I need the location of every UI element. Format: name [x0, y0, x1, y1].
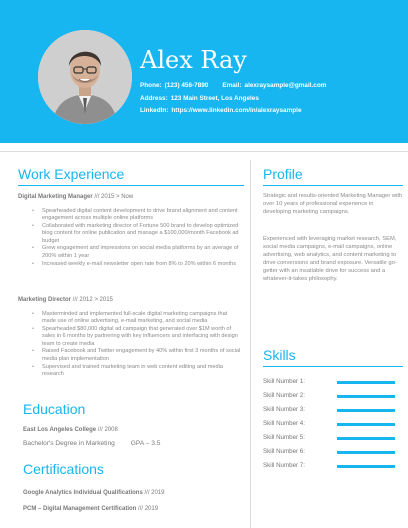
phone-label: Phone: — [140, 82, 162, 89]
skills-underline — [263, 366, 403, 367]
job-2-role: Marketing Director — [18, 297, 72, 303]
address-label: Address: — [140, 95, 168, 102]
certification-1-dates: /// 2019 — [142, 490, 165, 496]
certification-2-dates: /// 2019 — [136, 506, 159, 512]
certification-1-name: Google Analytics Individual Qualifications — [23, 490, 143, 496]
skill-row — [263, 406, 403, 416]
skill-label: Skill Number 1: — [263, 378, 305, 385]
skill-row — [263, 434, 403, 444]
skills-heading: Skills — [263, 347, 296, 363]
skill-level-bar — [337, 381, 395, 384]
profile-photo — [38, 30, 132, 124]
school-dates: /// 2008 — [96, 427, 118, 433]
job-1-dates: /// 2015 > Now — [92, 194, 134, 200]
email-label: Email: — [222, 82, 242, 89]
education-heading: Education — [23, 401, 86, 417]
list-item: • Raised Facebook and Twitter engagement by 40% within first 3 months of social media plan implementation — [32, 348, 242, 363]
skill-row — [263, 378, 403, 388]
job-1-bullets — [32, 208, 242, 268]
work-experience-underline — [18, 185, 244, 186]
list-item: • Spearheaded $80,000 digital ad campaign that generated over $1M worth of sales in 6 months by partnering with key influencers and interfacing with design team to create media — [32, 326, 242, 348]
job-title-2 — [18, 297, 113, 303]
phone-value: (123) 456-7890 — [164, 82, 209, 89]
certifications-heading: Certifications — [23, 461, 104, 477]
skill-level-bar — [337, 437, 395, 440]
contact-line-address — [140, 95, 259, 102]
top-divider — [0, 151, 408, 152]
avatar-illustration — [38, 30, 132, 124]
profile-heading: Profile — [263, 166, 303, 182]
certification-2-name: PCM – Digital Management Certification — [23, 506, 137, 512]
certification-1 — [23, 490, 165, 496]
skill-label: Skill Number 4: — [263, 420, 305, 427]
list-item: • Supervised and trained marketing team in web content editing and media research — [32, 364, 242, 379]
skill-label: Skill Number 3: — [263, 406, 305, 413]
degree: Bachelor's Degree in Marketing — [23, 440, 115, 447]
gpa: GPA – 3.5 — [130, 440, 161, 447]
job-1-role: Digital Marketing Manager — [18, 194, 93, 200]
email-value[interactable]: alexraysample@gmail.com — [244, 82, 327, 89]
skill-label: Skill Number 2: — [263, 392, 305, 399]
profile-underline — [263, 185, 403, 186]
job-2-dates: /// 2012 > 2015 — [71, 297, 113, 303]
skill-level-bar — [337, 465, 395, 468]
candidate-name: Alex Ray — [140, 46, 247, 74]
skill-level-bar — [337, 409, 395, 412]
education-school-line — [23, 427, 118, 433]
certification-2 — [23, 506, 158, 512]
list-item: • Masterminded and implemented full-scale digital marketing campaigns that made use of online advertising, e-mail marketing, and social media — [32, 311, 242, 326]
list-item: • Grew engagement and impressions on social media platforms by an average of 200% within 1 year — [32, 245, 242, 260]
education-degree-line — [23, 440, 160, 447]
list-item: • Increased weekly e-mail newsletter open rate from 8% to 20% within 6 months — [32, 261, 242, 268]
skill-level-bar — [337, 451, 395, 454]
job-2-bullets — [32, 311, 242, 379]
skill-label: Skill Number 6: — [263, 448, 305, 455]
work-experience-heading: Work Experience — [18, 166, 125, 182]
contact-line-phone-email — [140, 82, 326, 89]
school-name: East Los Angeles College — [23, 427, 97, 433]
address-value: 123 Main Street, Los Angeles — [170, 95, 259, 102]
skill-level-bar — [337, 395, 395, 398]
profile-paragraph-1: Strategic and results-oriented Marketing Manager with over 10 years of professional experience in developing marketing campaigns. — [263, 193, 403, 215]
skill-row — [263, 392, 403, 402]
job-title-1 — [18, 194, 133, 200]
list-item: • Collaborated with marketing director of Fortune 500 brand to develop optimized blog content for online publication and manage a $100,000/month Facebook ad budget — [32, 223, 242, 245]
linkedin-label: LinkedIn: — [140, 107, 169, 114]
skill-row — [263, 448, 403, 458]
linkedin-value[interactable]: https://www.linkedin.com/in/alexraysample — [171, 107, 302, 114]
column-divider — [250, 160, 251, 528]
profile-paragraph-2: Experienced with leveraging market research, SEM, social media campaigns, e-mail campaigns, online advertising, web analytics, and content marketing to drive conversions and brand exposure. Versatile go-getter with an insatiable drive for success and a whatever-it-takes philosophy. — [263, 236, 397, 282]
skill-row — [263, 420, 403, 430]
header-banner — [0, 0, 408, 143]
skill-row — [263, 462, 403, 472]
skill-label: Skill Number 5: — [263, 434, 305, 441]
contact-line-linkedin — [140, 107, 302, 114]
skill-level-bar — [337, 423, 395, 426]
skill-label: Skill Number 7: — [263, 462, 305, 469]
list-item: • Spearheaded digital content development to drive brand alignment and content engagement across multiple online platforms — [32, 208, 242, 223]
